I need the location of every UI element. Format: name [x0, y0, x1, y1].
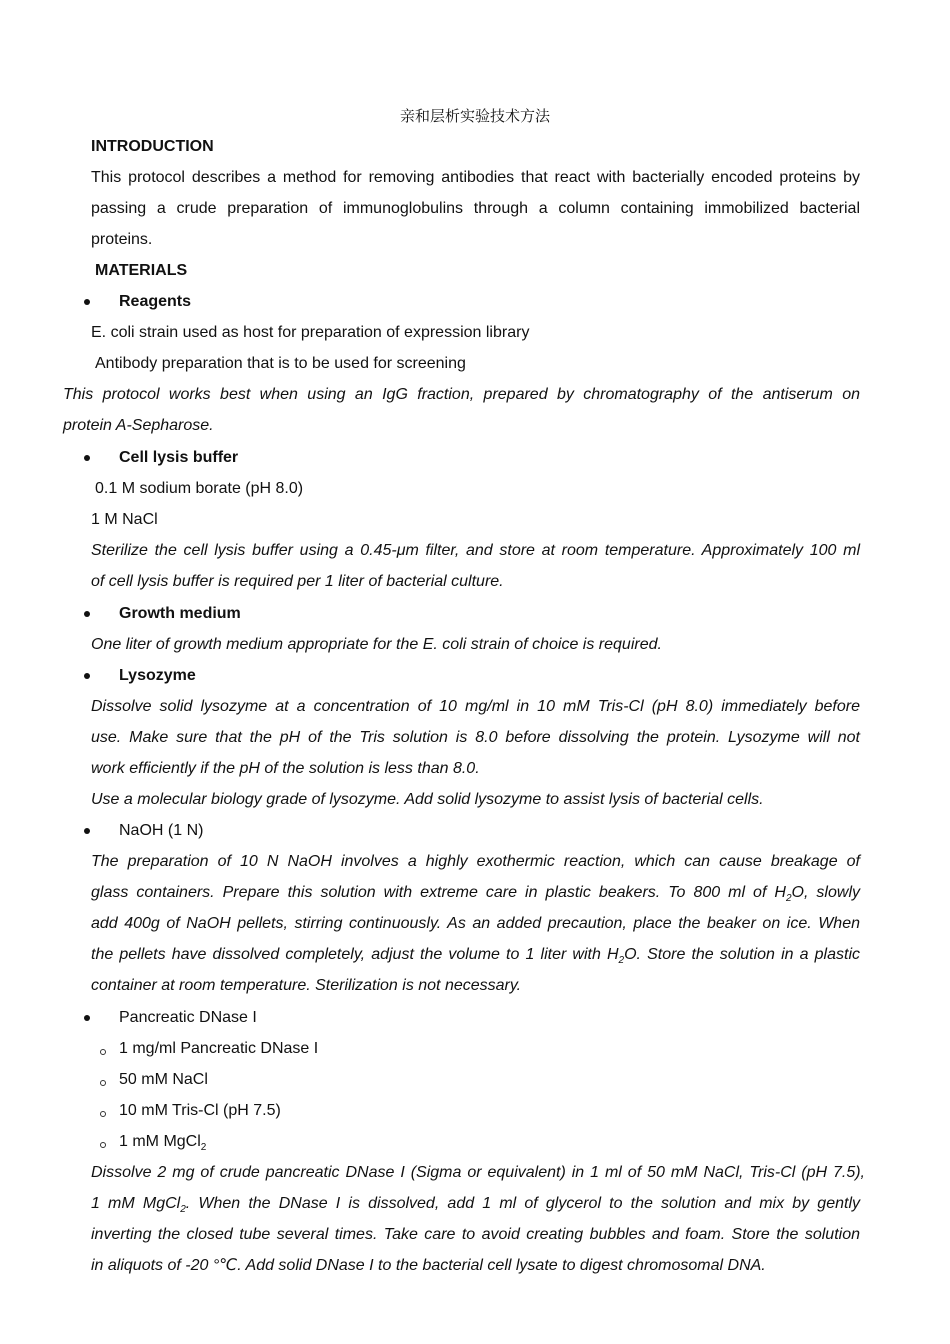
- dnase-item: 1 mg/ml Pancreatic DNase I: [119, 1040, 319, 1057]
- circle-bullet-icon: [100, 1049, 106, 1055]
- lysozyme-heading: Lysozyme: [119, 667, 196, 684]
- dnase-note-line: inverting the closed tube several times. Take care to avoid creating bubbles and foam. Store the solution: [91, 1226, 860, 1243]
- naoh-note-line: add 400g of NaOH pellets, stirring continuously. As an added precaution, place the beaker on ice. When: [91, 915, 860, 932]
- dnase-note-line: in aliquots of -20 °℃. Add solid DNase I to the bacterial cell lysate to digest chromosomal DNA.: [91, 1257, 766, 1274]
- dnase-item: 50 mM NaCl: [119, 1071, 208, 1088]
- bullet-icon: [84, 1015, 90, 1021]
- dnase-note-line: 1 mM MgCl$_2$. When the DNase I is dissolved, add 1 ml of glycerol to the solution and mix by gently: [91, 1195, 861, 1215]
- reagents-heading: Reagents: [119, 293, 192, 310]
- reagents-item: E. coli strain used as host for preparation of expression library: [91, 324, 530, 341]
- intro-line: passing a crude preparation of immunoglobulins through a column containing immobilized bacterial: [91, 200, 860, 217]
- growth-medium-note: One liter of growth medium appropriate for the E. coli strain of choice is required.: [91, 636, 662, 653]
- naoh-note-line: container at room temperature. Sterilization is not necessary.: [91, 977, 522, 994]
- lysozyme-note-line: Dissolve solid lysozyme at a concentration of 10 mg/ml in 10 mM Tris-Cl (pH 8.0) immediately before: [91, 698, 860, 715]
- growth-medium-heading: Growth medium: [119, 605, 241, 622]
- cell-lysis-item: 1 M NaCl: [91, 511, 158, 528]
- dnase-note-line: Dissolve 2 mg of crude pancreatic DNase I (Sigma or equivalent) in 1 ml of 50 mM NaCl, Tris-Cl (pH 7.5),: [91, 1164, 865, 1181]
- document-title: 亲和层析实验技术方法: [399, 107, 550, 125]
- introduction-heading: INTRODUCTION: [91, 138, 214, 155]
- lysozyme-note-line: Use a molecular biology grade of lysozyme. Add solid lysozyme to assist lysis of bacterial cells.: [91, 791, 764, 808]
- naoh-heading: NaOH (1 N): [119, 822, 204, 839]
- reagents-item: Antibody preparation that is to be used for screening: [95, 355, 466, 372]
- bullet-icon: [84, 828, 90, 834]
- cell-lysis-item: 0.1 M sodium borate (pH 8.0): [95, 480, 304, 497]
- dnase-item: 1 mM MgCl$_2$: [119, 1133, 207, 1153]
- intro-line: proteins.: [91, 231, 153, 248]
- naoh-note-line: the pellets have dissolved completely, adjust the volume to 1 liter with $H_2O$. Store the solution in a plastic: [91, 946, 860, 966]
- circle-bullet-icon: [100, 1080, 106, 1086]
- naoh-note-line: glass containers. Prepare this solution with extreme care in plastic beakers. To 800 ml of $H_2O$, slowly: [91, 884, 860, 904]
- bullet-icon: [84, 611, 90, 617]
- reagents-note-line: protein A-Sepharose.: [63, 417, 214, 434]
- dnase-item: 10 mM Tris-Cl (pH 7.5): [119, 1102, 281, 1119]
- reagents-note-line: This protocol works best when using an IgG fraction, prepared by chromatography of the antiserum on: [63, 386, 860, 403]
- circle-bullet-icon: [100, 1111, 106, 1117]
- bullet-icon: [84, 673, 90, 679]
- bullet-icon: [84, 299, 90, 305]
- bullet-icon: [84, 455, 90, 461]
- cell-lysis-heading: Cell lysis buffer: [119, 449, 239, 466]
- materials-heading: MATERIALS: [95, 262, 188, 279]
- cell-lysis-note-line: Sterilize the cell lysis buffer using a 0.45-μm filter, and store at room temperature. Approximately 100 ml: [91, 542, 860, 559]
- cell-lysis-note-line: of cell lysis buffer is required per 1 liter of bacterial culture.: [91, 573, 504, 590]
- circle-bullet-icon: [100, 1142, 106, 1148]
- naoh-note-line: The preparation of 10 N NaOH involves a highly exothermic reaction, which can cause breakage of: [91, 853, 860, 870]
- lysozyme-note-line: use. Make sure that the pH of the Tris solution is 8.0 before dissolving the protein. Lysozyme will not: [91, 729, 860, 746]
- dnase-heading: Pancreatic DNase I: [119, 1009, 257, 1026]
- lysozyme-note-line: work efficiently if the pH of the solution is less than 8.0.: [91, 760, 480, 777]
- intro-line: This protocol describes a method for removing antibodies that react with bacterially encoded proteins by: [91, 169, 860, 186]
